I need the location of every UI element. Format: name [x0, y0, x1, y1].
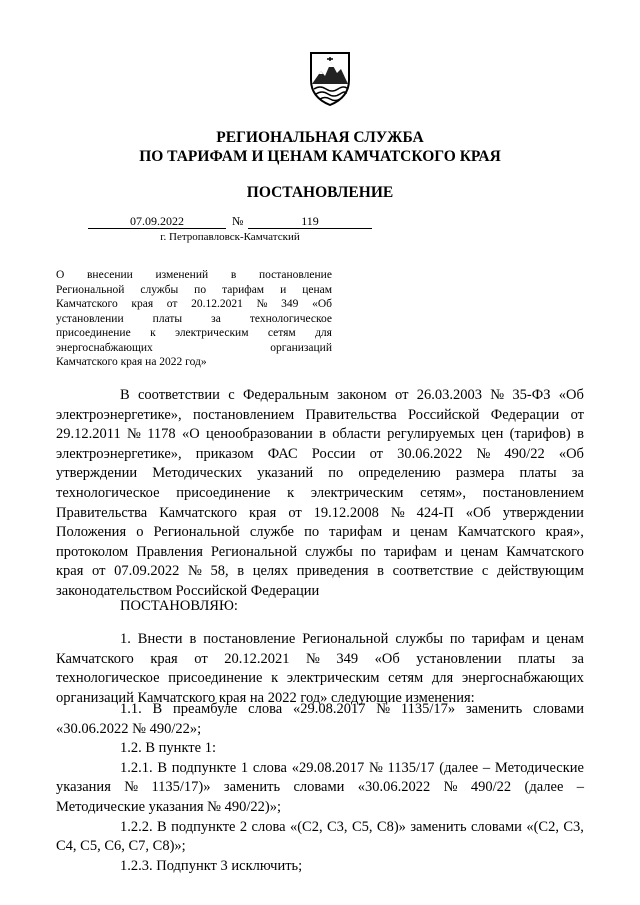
date-underline	[88, 228, 226, 229]
subject-line: энергоснабжающих организаций	[56, 341, 332, 354]
clause-line: 1. Внести в постановление Региональной службы по тарифам и ценам	[120, 631, 584, 647]
preamble-line: утверждении Методических указаний по определению размера платы за	[56, 465, 584, 482]
number-underline	[248, 228, 372, 229]
preamble-line: электроэнергетике», постановлением Правительства Российской Федерации от	[56, 406, 584, 423]
amendment-line: 1.2. В пункте 1:	[120, 740, 216, 757]
subject-line: присоединение к электрическим сетям для	[56, 327, 332, 339]
preamble-line: законодательством Российской Федерации	[56, 582, 320, 599]
amendment-line: 1.2.3. Подпункт 3 исключить;	[120, 857, 303, 874]
preamble-line: Положения о Региональной службе по тарифам и ценам Камчатского края»,	[56, 524, 584, 541]
amendment-items	[56, 700, 584, 876]
subject-line: Камчатского края от 20.12.2021 № 349 «Об	[56, 298, 332, 310]
document-subject	[56, 268, 332, 370]
subject-line: О внесении изменений в постановление	[56, 269, 332, 281]
amendment-line: 1.1. В преамбуле слова «29.08.2017 № 1135/17» заменить словами	[120, 701, 584, 717]
preamble-line: технологическое присоединение к электрическим сетям», постановлением	[56, 484, 584, 501]
amendment-line: 1.2.2. В подпункте 2 слова «(С2, С3, С5, С8)» заменить словами «(С2, С3,	[120, 818, 584, 835]
preamble-line: края от 07.09.2022 № 58, в целях приведения в соответствие с действующим	[56, 563, 584, 580]
resolve-word: ПОСТАНОВЛЯЮ:	[120, 598, 238, 614]
subject-line: установлении платы за технологическое	[56, 312, 332, 325]
clause-line: организаций Камчатского края на 2022 год» следующие изменения:	[56, 689, 475, 706]
amendment-line: Методические указания № 490/22)»;	[56, 798, 281, 815]
clause-line: Камчатского края от 20.12.2021 № 349 «Об установлении платы за	[56, 650, 584, 667]
preamble-line: протоколом Правления Региональной службы по тарифам и ценам Камчатского	[56, 543, 584, 560]
subject-line: Камчатского края на 2022 год»	[56, 356, 207, 368]
subject-line: Региональной службы по тарифам и ценам	[56, 283, 332, 296]
document-type: ПОСТАНОВЛЕНИЕ	[246, 184, 394, 201]
kamchatka-coat-of-arms-icon	[308, 50, 352, 106]
document-number: 119	[301, 214, 319, 228]
org-name-line2: ПО ТАРИФАМ И ЦЕНАМ КАМЧАТСКОГО КРАЯ	[139, 148, 501, 165]
preamble-paragraph	[56, 386, 584, 602]
amendment-line: указания № 1135/17)» заменить словами «30.06.2022 № 490/22 (далее –	[56, 779, 584, 796]
resolve-paragraph	[56, 596, 584, 616]
amendment-line: «30.06.2022 № 490/22»;	[56, 720, 202, 737]
amendment-line: 1.2.1. В подпункте 1 слова «29.08.2017 № 1135/17 (далее – Методические	[120, 759, 584, 776]
preamble-line: В соответствии с Федеральным законом от 26.03.2003 № 35-ФЗ «Об	[120, 387, 584, 403]
preamble-line: 29.12.2011 № 1178 «О ценообразовании в области регулируемых цен (тарифов) в	[56, 426, 584, 443]
clause-line: технологическое присоединение к электрическим сетям для энергоснабжающих	[56, 670, 584, 687]
clause-1-paragraph	[56, 630, 584, 708]
org-name-line1: РЕГИОНАЛЬНАЯ СЛУЖБА	[216, 129, 424, 146]
preamble-line: Правительства Камчатского края от 19.12.2008 № 424-П «Об утверждении	[56, 504, 584, 521]
preamble-line: электроэнергетике», приказом ФАС России от 30.06.2022 № 490/22 «Об	[56, 445, 584, 462]
document-date: 07.09.2022	[130, 214, 184, 228]
amendment-line: С4, С5, С6, С7, С8)»;	[56, 838, 186, 855]
document-city: г. Петропавловск-Камчатский	[160, 231, 300, 243]
number-sign: №	[232, 214, 244, 228]
